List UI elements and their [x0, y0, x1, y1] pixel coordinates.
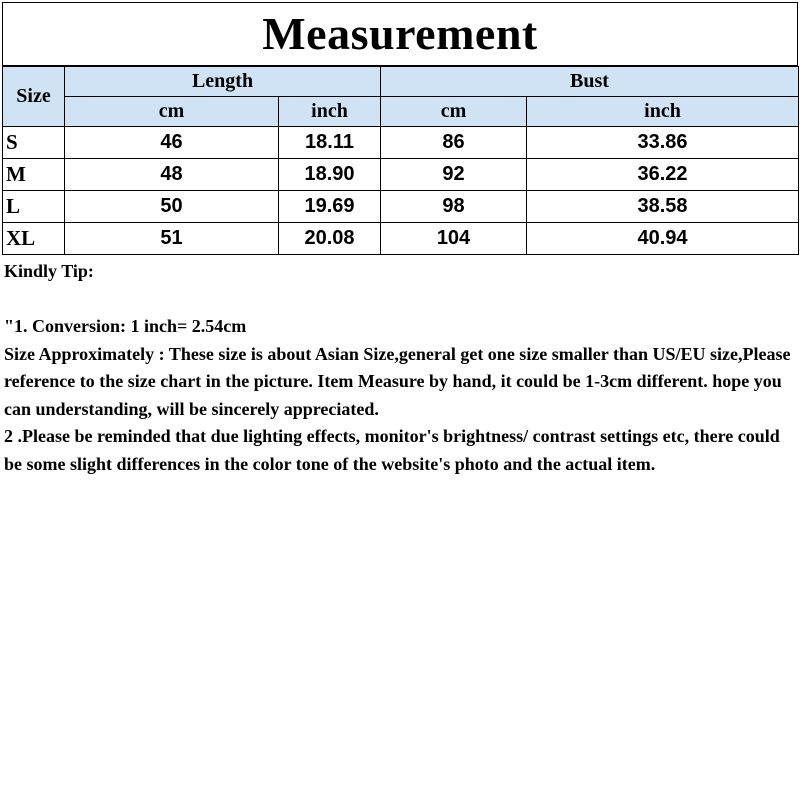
- table-row: [3, 191, 799, 223]
- size-chart-table: [2, 66, 799, 255]
- bust-cm-header: cm: [381, 97, 527, 127]
- length-inch-cell: 19.69: [279, 191, 381, 223]
- table-subheader-row: [3, 97, 799, 127]
- table-row: [3, 223, 799, 255]
- bust-cm-cell: 98: [381, 191, 527, 223]
- length-cm-cell: 50: [65, 191, 279, 223]
- bust-group-header: Bust: [381, 67, 799, 97]
- bust-inch-cell: 40.94: [527, 223, 799, 255]
- size-cell: XL: [3, 223, 65, 255]
- length-cm-cell: 48: [65, 159, 279, 191]
- length-cm-cell: 51: [65, 223, 279, 255]
- size-column-header: Size: [3, 67, 65, 127]
- length-inch-cell: 18.11: [279, 127, 381, 159]
- size-cell: M: [3, 159, 65, 191]
- notes-section: [4, 258, 796, 478]
- length-group-header: Length: [65, 67, 381, 97]
- table-row: [3, 127, 799, 159]
- table-row: [3, 159, 799, 191]
- length-cm-header: cm: [65, 97, 279, 127]
- length-inch-header: inch: [279, 97, 381, 127]
- notes-heading: Kindly Tip:: [4, 261, 94, 281]
- bust-cm-cell: 86: [381, 127, 527, 159]
- length-cm-cell: 46: [65, 127, 279, 159]
- bust-inch-cell: 33.86: [527, 127, 799, 159]
- page-title: Measurement: [262, 8, 538, 59]
- bust-inch-header: inch: [527, 97, 799, 127]
- color-tone-note: 2 .Please be reminded that due lighting effects, monitor's brightness/ contrast settings etc, there could be some slight differences in the color tone of the website's photo and the actual item.: [4, 426, 780, 474]
- bust-cm-cell: 104: [381, 223, 527, 255]
- conversion-note: "1. Conversion: 1 inch= 2.54cm: [4, 316, 247, 336]
- bust-inch-cell: 36.22: [527, 159, 799, 191]
- size-cell: S: [3, 127, 65, 159]
- size-approx-note: Size Approximately : These size is about Asian Size,general get one size smaller than US/EU size,Please reference to the size chart in the picture. Item Measure by hand, it could be 1-3cm different. hope you can understanding, will be sincerely appreciated.: [4, 343, 791, 419]
- bust-cm-cell: 92: [381, 159, 527, 191]
- size-cell: L: [3, 191, 65, 223]
- length-inch-cell: 18.90: [279, 159, 381, 191]
- length-inch-cell: 20.08: [279, 223, 381, 255]
- title-banner: [2, 2, 798, 66]
- table-header-row: [3, 67, 799, 97]
- notes-spacer: [4, 286, 796, 314]
- bust-inch-cell: 38.58: [527, 191, 799, 223]
